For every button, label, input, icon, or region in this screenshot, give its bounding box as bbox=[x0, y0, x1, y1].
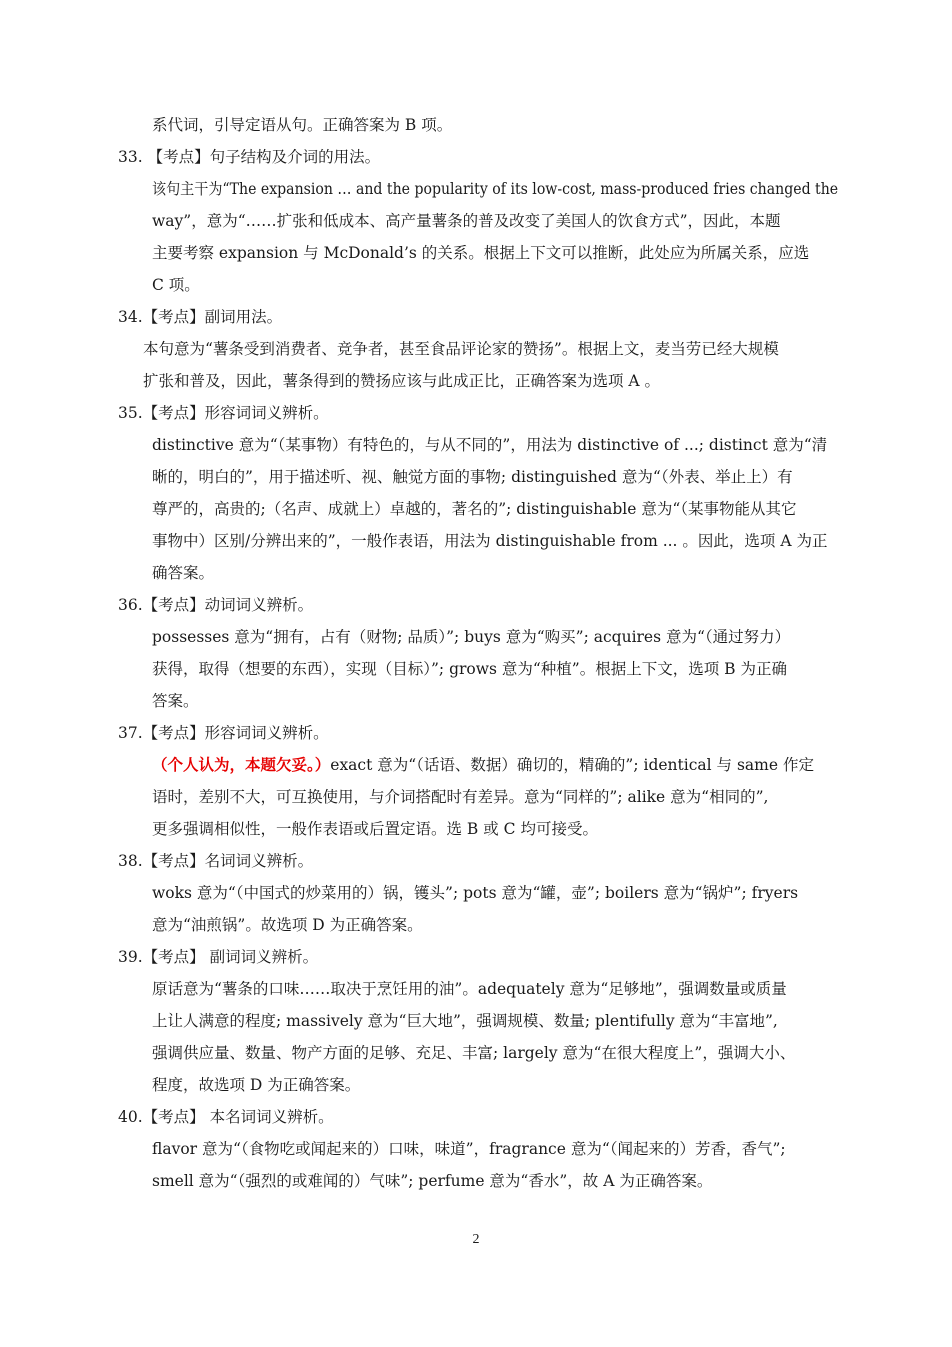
text-line: 语时，差别不大，可互换使用，与介词搭配时有差异。意为“同样的”; alike 意为“相同的”, bbox=[152, 788, 769, 806]
text-line: 意为“油煎锅”。故选项 D 为正确答案。 bbox=[152, 916, 423, 934]
text-line: 主要考察 expansion 与 McDonald’s 的关系。根据上下文可以推断，此处应为所属关系，应选 bbox=[152, 244, 810, 262]
page-number: 2 bbox=[472, 1232, 480, 1247]
text-line: 上让人满意的程度; massively 意为“巨大地”，强调规模、数量; plentifully 意为“丰富地”, bbox=[152, 1012, 778, 1030]
text-line: 尊严的，高贵的;（名声、成就上）卓越的，著名的”; distinguishable 意为“（某事物能从其它 bbox=[152, 500, 797, 518]
text-line: 强调供应量、数量、物产方面的足够、充足、丰富; largely 意为“在很大程度上”，强调大小、 bbox=[152, 1044, 796, 1062]
question-heading: 35.【考点】形容词词义辨析。 bbox=[118, 404, 329, 422]
question-heading: 37.【考点】形容词词义辨析。 bbox=[118, 724, 329, 742]
text-span: exact 意为“（话语、数据）确切的，精确的”; identical 与 same 作定 bbox=[330, 756, 814, 774]
text-line: possesses 意为“拥有，占有（财物; 品质）”; buys 意为“购买”; acquires 意为“（通过努力） bbox=[152, 628, 791, 646]
text-line: 答案。 bbox=[152, 692, 199, 710]
question-heading: 33. 【考点】句子结构及介词的用法。 bbox=[118, 148, 381, 166]
red-remark: （个人认为，本题欠妥。） bbox=[152, 755, 331, 774]
text-line: smell 意为“（强烈的或难闻的）气味”; perfume 意为“香水”，故 A 为正确答案。 bbox=[152, 1172, 713, 1190]
text-line: 确答案。 bbox=[152, 564, 215, 582]
text-line: 获得，取得（想要的东西），实现（目标）”; grows 意为“种植”。根据上下文，选项 B 为正确 bbox=[152, 660, 787, 678]
text-line: 更多强调相似性，一般作表语或后置定语。选 B 或 C 均可接受。 bbox=[152, 820, 598, 838]
text-line: 程度，故选项 D 为正确答案。 bbox=[152, 1076, 361, 1094]
text-line: 原话意为“薯条的口味……取决于烹饪用的油”。adequately 意为“足够地”，强调数量或质量 bbox=[152, 980, 787, 998]
text-line: woks 意为“（中国式的炒菜用的）锅，镬头”; pots 意为“罐，壶”; boilers 意为“锅炉”; fryers bbox=[152, 884, 799, 902]
text-line: 扩张和普及，因此，薯条得到的赞扬应该与此成正比，正确答案为选项 A 。 bbox=[143, 372, 661, 390]
text-line: 系代词，引导定语从句。正确答案为 B 项。 bbox=[152, 116, 453, 134]
text-line: flavor 意为“（食物吃或闻起来的）口味，味道”，fragrance 意为“（闻起来的）芳香，香气”; bbox=[152, 1140, 786, 1158]
text-line: way”，意为“……扩张和低成本、高产量薯条的普及改变了美国人的饮食方式”，因此，本题 bbox=[152, 212, 781, 230]
text-line: 该句主干为“The expansion … and the popularity of its low-cost, mass-produced fries changed the bbox=[152, 180, 839, 198]
question-heading: 36.【考点】动词词义辨析。 bbox=[118, 596, 314, 614]
text-line: 晰的，明白的”，用于描述听、视、触觉方面的事物; distinguished 意为“（外表、举止上）有 bbox=[152, 468, 793, 486]
text-line: 事物中）区别/分辨出来的”，一般作表语，用法为 distinguishable from ... 。因此，选项 A 为正 bbox=[152, 532, 828, 550]
text-line: C 项。 bbox=[152, 276, 200, 294]
question-heading: 39.【考点】 副词词义辨析。 bbox=[118, 948, 319, 966]
question-heading: 40.【考点】 本名词词义辨析。 bbox=[118, 1108, 334, 1126]
text-line: distinctive 意为“（某事物）有特色的，与从不同的”，用法为 distinctive of ...; distinct 意为“清 bbox=[152, 436, 828, 454]
text-line: 本句意为“薯条受到消费者、竞争者，甚至食品评论家的赞扬”。根据上文，麦当劳已经大规模 bbox=[143, 340, 779, 358]
question-heading: 38.【考点】名词词义辨析。 bbox=[118, 852, 314, 870]
question-heading: 34.【考点】副词用法。 bbox=[118, 308, 283, 326]
text-line bbox=[152, 755, 814, 775]
